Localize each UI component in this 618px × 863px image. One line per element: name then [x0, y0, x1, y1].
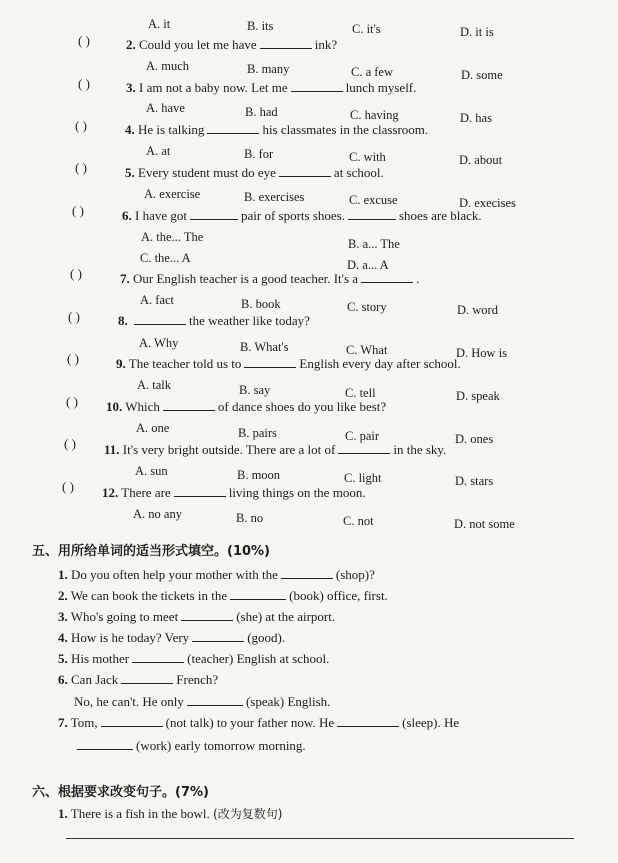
question-4: 4. He is talking his classmates in the classroom.: [125, 122, 429, 137]
question-8: 8. the weather like today?: [118, 313, 310, 328]
q1-option-b: B. its: [247, 19, 274, 33]
q10-option-a: A. one: [136, 421, 170, 435]
answer-bracket[interactable]: ( ): [66, 394, 78, 409]
q10-option-c: C. pair: [345, 429, 380, 443]
q10-option-b: B. pairs: [238, 426, 277, 440]
fill-blank[interactable]: [281, 566, 333, 579]
q6-option-a: A. the... The: [141, 230, 204, 244]
question-7: 7. Our English teacher is a good teacher. It's a .: [120, 271, 420, 286]
question-5: 5. Every student must do eye at school.: [125, 165, 384, 180]
section-6-title: 六、根据要求改变句子。(7%): [32, 785, 209, 800]
q6-option-d: D. a... A: [347, 258, 389, 272]
question-11: 11. It's very bright outside. There are a lot of in the sky.: [104, 442, 447, 457]
answer-bracket[interactable]: ( ): [78, 76, 90, 91]
answer-bracket[interactable]: ( ): [75, 118, 87, 133]
q4-option-b: B. for: [244, 147, 274, 161]
q4-option-d: D. about: [459, 153, 503, 167]
fill-item-6: 6. Can Jack French?: [58, 672, 219, 687]
q7-option-c: C. story: [347, 300, 387, 314]
q10-option-d: D. ones: [455, 432, 494, 446]
fill-blank[interactable]: [337, 714, 399, 727]
answer-line[interactable]: [66, 838, 574, 839]
q2-option-a: A. much: [146, 59, 190, 73]
q8-option-b: B. What's: [240, 340, 289, 354]
fill-blank[interactable]: [192, 629, 244, 642]
fill-blank[interactable]: [230, 587, 286, 600]
q3-option-c: C. having: [350, 108, 399, 122]
answer-bracket[interactable]: ( ): [72, 203, 84, 218]
q3-option-b: B. had: [245, 105, 278, 119]
question-10: 10. Which of dance shoes do you like best?: [106, 399, 387, 414]
q11-option-c: C. light: [344, 471, 382, 485]
q5-option-a: A. exercise: [144, 187, 201, 201]
answer-bracket[interactable]: ( ): [75, 160, 87, 175]
q1-option-d: D. it is: [460, 25, 494, 39]
q4-option-a: A. at: [146, 144, 171, 158]
q11-option-d: D. stars: [455, 474, 494, 488]
q12-option-c: C. not: [343, 514, 374, 528]
q5-option-b: B. exercises: [244, 190, 305, 204]
fill-item-7-line-2: (work) early tomorrow morning.: [74, 737, 306, 754]
q4-option-c: C. with: [349, 150, 386, 164]
fill-blank[interactable]: [121, 671, 173, 684]
q5-option-c: C. excuse: [349, 193, 398, 207]
fill-blank[interactable]: [181, 608, 233, 621]
question-12: 12. There are living things on the moon.: [102, 485, 366, 500]
answer-bracket[interactable]: ( ): [70, 266, 82, 281]
q8-option-a: A. Why: [139, 336, 179, 350]
q6-option-c: C. the... A: [140, 251, 191, 265]
fill-blank[interactable]: [101, 714, 163, 727]
q3-option-d: D. has: [460, 111, 492, 125]
q8-option-d: D. How is: [456, 346, 508, 360]
q7-option-d: D. word: [457, 303, 498, 317]
question-3: 3. I am not a baby now. Let me lunch myself.: [126, 80, 417, 95]
q7-option-b: B. book: [241, 297, 281, 311]
fill-item-1: 1. Do you often help your mother with the (shop)?: [58, 567, 375, 582]
q2-option-c: C. a few: [351, 65, 393, 79]
q12-option-a: A. no any: [133, 507, 182, 521]
fill-item-5: 5. His mother (teacher) English at school.: [58, 651, 330, 666]
fill-blank[interactable]: [77, 737, 133, 750]
section-5-title: 五、用所给单词的适当形式填空。(10%): [32, 544, 270, 559]
q8-option-c: C. What: [346, 343, 388, 357]
q12-option-d: D. not some: [454, 517, 515, 531]
question-9: 9. The teacher told us to English every day after school.: [116, 356, 461, 371]
q9-option-a: A. talk: [137, 378, 172, 392]
q1-option-c: C. it's: [352, 22, 381, 36]
q2-option-b: B. many: [247, 62, 290, 76]
question-2: 2. Could you let me have ink?: [126, 37, 338, 52]
fill-blank[interactable]: [132, 650, 184, 663]
answer-bracket[interactable]: ( ): [64, 436, 76, 451]
fill-item-7: 7. Tom, (not talk) to your father now. He (sleep). He: [58, 715, 460, 730]
q12-option-b: B. no: [236, 511, 264, 525]
q6-option-b: B. a... The: [348, 237, 400, 251]
q3-option-a: A. have: [146, 101, 185, 115]
answer-bracket[interactable]: ( ): [67, 351, 79, 366]
answer-bracket[interactable]: ( ): [68, 309, 80, 324]
fill-blank[interactable]: [187, 693, 243, 706]
answer-bracket[interactable]: ( ): [78, 33, 90, 48]
fill-item-2: 2. We can book the tickets in the (book) office, first.: [58, 588, 388, 603]
q5-option-d: D. execises: [459, 196, 516, 210]
q9-option-d: D. speak: [456, 389, 500, 403]
q11-option-a: A. sun: [135, 464, 168, 478]
q2-option-d: D. some: [461, 68, 503, 82]
q1-option-a: A. it: [148, 17, 171, 31]
q11-option-b: B. moon: [237, 468, 281, 482]
rewrite-item-1: 1. There is a fish in the bowl. (改为复数句): [58, 806, 283, 821]
fill-item-6-line-2: No, he can't. He only (speak) English.: [74, 694, 331, 709]
q9-option-c: C. tell: [345, 386, 376, 400]
question-6: 6. I have got pair of sports shoes. shoes are black.: [122, 208, 482, 223]
q9-option-b: B. say: [239, 383, 271, 397]
fill-item-4: 4. How is he today? Very (good).: [58, 630, 286, 645]
q7-option-a: A. fact: [140, 293, 175, 307]
answer-bracket[interactable]: ( ): [62, 479, 74, 494]
fill-item-3: 3. Who's going to meet (she) at the airport.: [58, 609, 336, 624]
